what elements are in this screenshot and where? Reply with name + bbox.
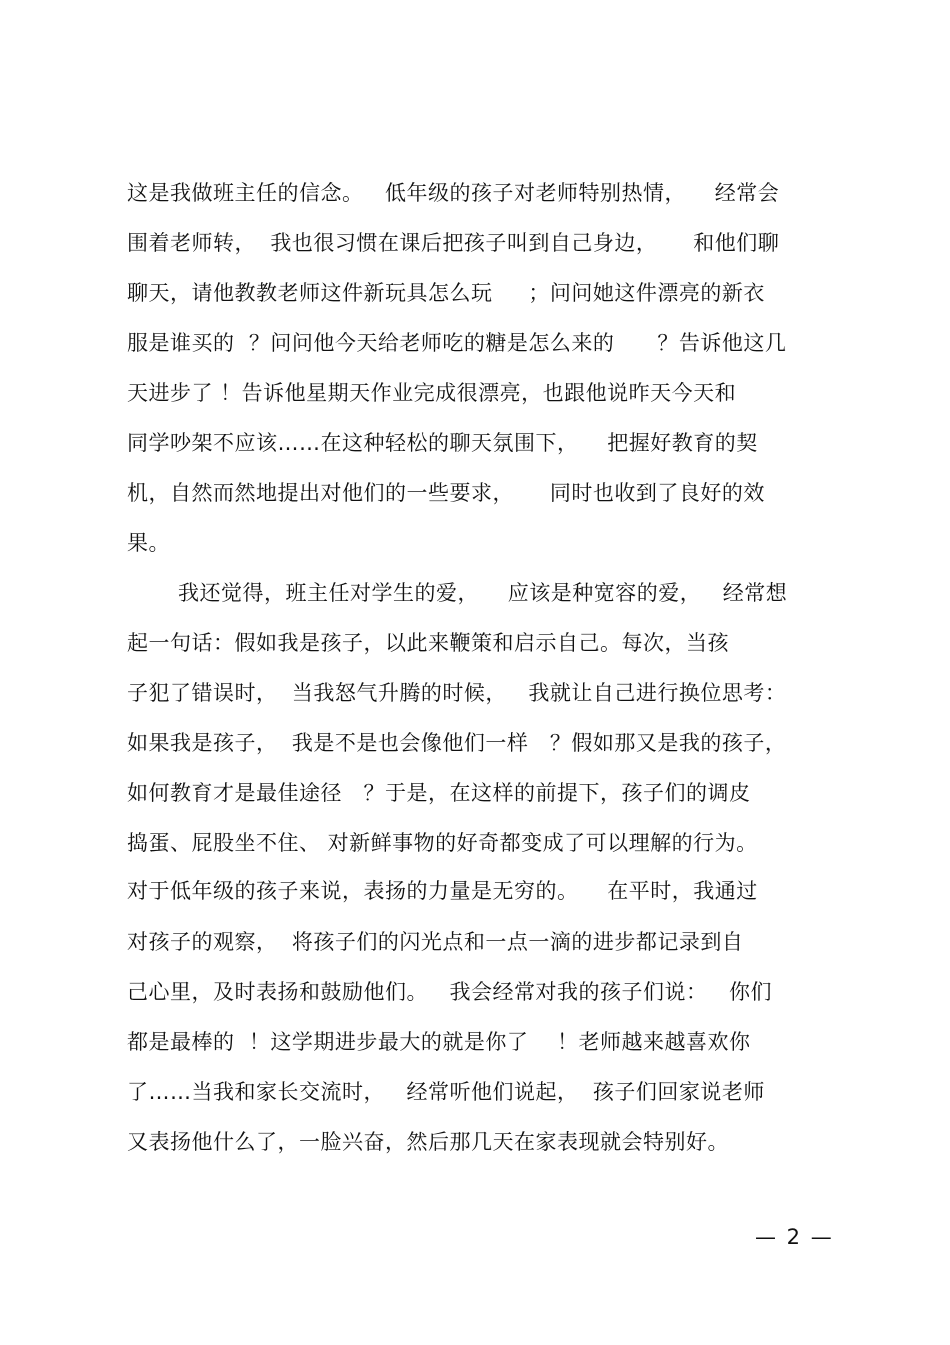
text-line-4: 服是谁买的 ？问问他今天给老师吃的糖是怎么来的 ？告诉他这几	[127, 331, 787, 355]
page-number: — 2 —	[755, 1225, 834, 1249]
text-line-16: 对孩子的观察， 将孩子们的闪光点和一点一滴的进步都记录到自	[127, 930, 744, 954]
text-line-13: 如何教育才是最佳途径 ？于是，在这样的前提下，孩子们的调皮	[127, 781, 751, 805]
text-line-17: 己心里，及时表扬和鼓励他们。 我会经常对我的孩子们说： 你们	[127, 980, 773, 1004]
text-line-5: 天进步了 ！告诉他星期天作业完成很漂亮，也跟他说昨天今天和	[127, 381, 737, 405]
text-line-15: 对于低年级的孩子来说，表扬的力量是无穷的。 在平时，我通过	[127, 879, 758, 903]
text-line-3: 聊天，请他教教老师这件新玩具怎么玩 ；问问她这件漂亮的新衣	[127, 281, 765, 305]
text-line-2: 围着老师转， 我也很习惯在课后把孩子叫到自己身边， 和他们聊	[127, 231, 780, 255]
text-line-18: 都是最棒的 ！这学期进步最大的就是你了 ！老师越来越喜欢你	[127, 1030, 751, 1054]
text-line-7: 机，自然而然地提出对他们的一些要求， 同时也收到了良好的效	[127, 481, 765, 505]
text-line-6: 同学吵架不应该……在这种轻松的聊天氛围下， 把握好教育的契	[127, 431, 758, 455]
text-line-20: 又表扬他什么了，一脸兴奋，然后那几天在家表现就会特别好。	[127, 1130, 729, 1154]
text-line-19: 了……当我和家长交流时， 经常听他们说起， 孩子们回家说老师	[127, 1080, 765, 1104]
text-line-14: 捣蛋、屁股坐不住、 对新鲜事物的好奇都变成了可以理解的行为。	[127, 831, 758, 855]
text-line-1: 这是我做班主任的信念。 低年级的孩子对老师特别热情， 经常会	[127, 181, 780, 205]
text-line-10: 起一句话：假如我是孩子，以此来鞭策和启示自己。每次，当孩	[127, 631, 729, 655]
text-line-11: 子犯了错误时， 当我怒气升腾的时候， 我就让自己进行换位思考：	[127, 681, 787, 705]
text-line-12: 如果我是孩子， 我是不是也会像他们一样 ？假如那又是我的孩子，	[127, 731, 787, 755]
text-line-8: 果。	[127, 531, 170, 555]
text-line-9: 我还觉得，班主任对学生的爱， 应该是种宽容的爱， 经常想	[178, 581, 788, 605]
